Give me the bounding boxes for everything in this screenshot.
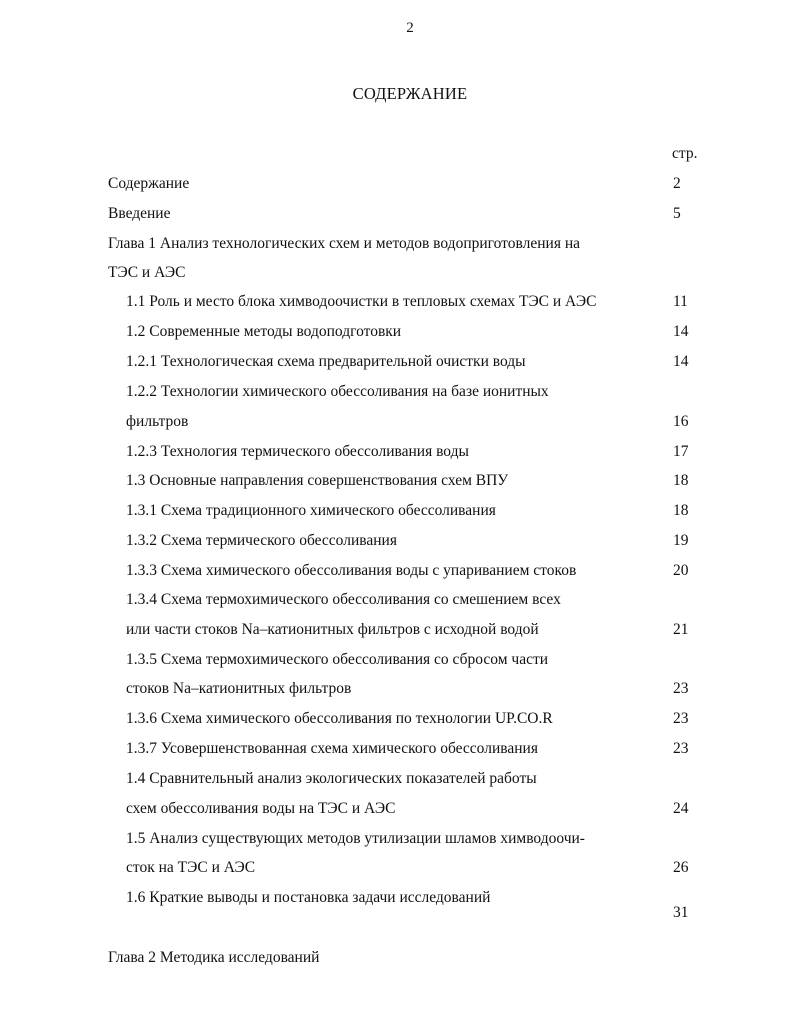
toc-entry-text: ТЭС и АЭС	[108, 264, 186, 281]
toc-entry-page: 31	[673, 904, 689, 921]
toc-entry-page: 2	[673, 175, 681, 192]
toc-title: СОДЕРЖАНИЕ	[352, 84, 468, 103]
toc-entry-text: стоков Na–катионитных фильтров	[126, 680, 352, 697]
toc-entry-text: 1.3.6 Схема химического обессоливания по технологии UP.CO.R	[126, 710, 553, 727]
toc-entry-page: 23	[673, 680, 689, 697]
toc-entry-page: 18	[673, 472, 689, 489]
toc-entry-page: 16	[673, 413, 689, 430]
toc-entry-text: 1.2 Современные методы водоподготовки	[126, 323, 402, 340]
toc-entry-text: 1.3.3 Схема химического обессоливания воды с упариванием стоков	[126, 562, 577, 579]
page-number: 2	[406, 20, 414, 36]
toc-entry-page: 17	[673, 443, 689, 460]
toc-entry-text: 1.3 Основные направления совершенствования схем ВПУ	[126, 472, 509, 489]
toc-entry-page: 11	[673, 293, 688, 310]
toc-entry-text: 1.4 Сравнительный анализ экологических показателей работы	[126, 770, 537, 787]
toc-entry-text: схем обессоливания воды на ТЭС и АЭС	[126, 800, 396, 817]
toc-entry-text: или части стоков Na–катионитных фильтров с исходной водой	[126, 621, 539, 638]
toc-entry-page: 18	[673, 502, 689, 519]
toc-entry-text: 1.2.3 Технология термического обессоливания воды	[126, 443, 469, 460]
toc-entry-text: 1.3.1 Схема традиционного химического обессоливания	[126, 502, 496, 519]
page-column-header: стр.	[672, 145, 698, 162]
toc-entry-page: 19	[673, 532, 689, 549]
toc-entry-text: 1.3.7 Усовершенствованная схема химического обессоливания	[126, 740, 538, 757]
toc-entry-page: 5	[673, 205, 681, 222]
toc-entry-text: 1.5 Анализ существующих методов утилизации шламов химводоочи-	[126, 830, 585, 847]
toc-entry-text: 1.2.1 Технологическая схема предварительной очистки воды	[126, 353, 526, 370]
toc-entry-page: 14	[673, 353, 689, 370]
toc-entry-page: 21	[673, 621, 689, 638]
toc-entry-text: сток на ТЭС и АЭС	[126, 859, 256, 876]
toc-entry-text: 1.3.2 Схема термического обессоливания	[126, 532, 397, 549]
toc-entry-text: 1.3.5 Схема термохимического обессоливания со сбросом части	[126, 651, 549, 668]
toc-entry-page: 23	[673, 740, 689, 757]
toc-entry-text: Введение	[108, 205, 171, 222]
toc-entry-page: 20	[673, 562, 689, 579]
toc-entry-text: Глава 2 Методика исследований	[108, 949, 320, 966]
toc-entry-text: Глава 1 Анализ технологических схем и методов водоприготовления на	[108, 235, 580, 252]
toc-entry-text: 1.6 Краткие выводы и постановка задачи исследований	[126, 889, 491, 906]
toc-entry-text: 1.3.4 Схема термохимического обессоливания со смешением всех	[126, 591, 561, 608]
toc-entry-page: 24	[673, 800, 689, 817]
toc-entry-text: 1.1 Роль и место блока химводоочистки в тепловых схемах ТЭС и АЭС	[126, 293, 597, 310]
toc-entry-text: 1.2.2 Технологии химического обессоливания на базе ионитных	[126, 383, 549, 400]
toc-entry-text: фильтров	[126, 413, 189, 430]
toc-entry-page: 14	[673, 323, 689, 340]
toc-entry-page: 23	[673, 710, 689, 727]
toc-entry-text: Содержание	[108, 175, 190, 192]
toc-entry-page: 26	[673, 859, 689, 876]
